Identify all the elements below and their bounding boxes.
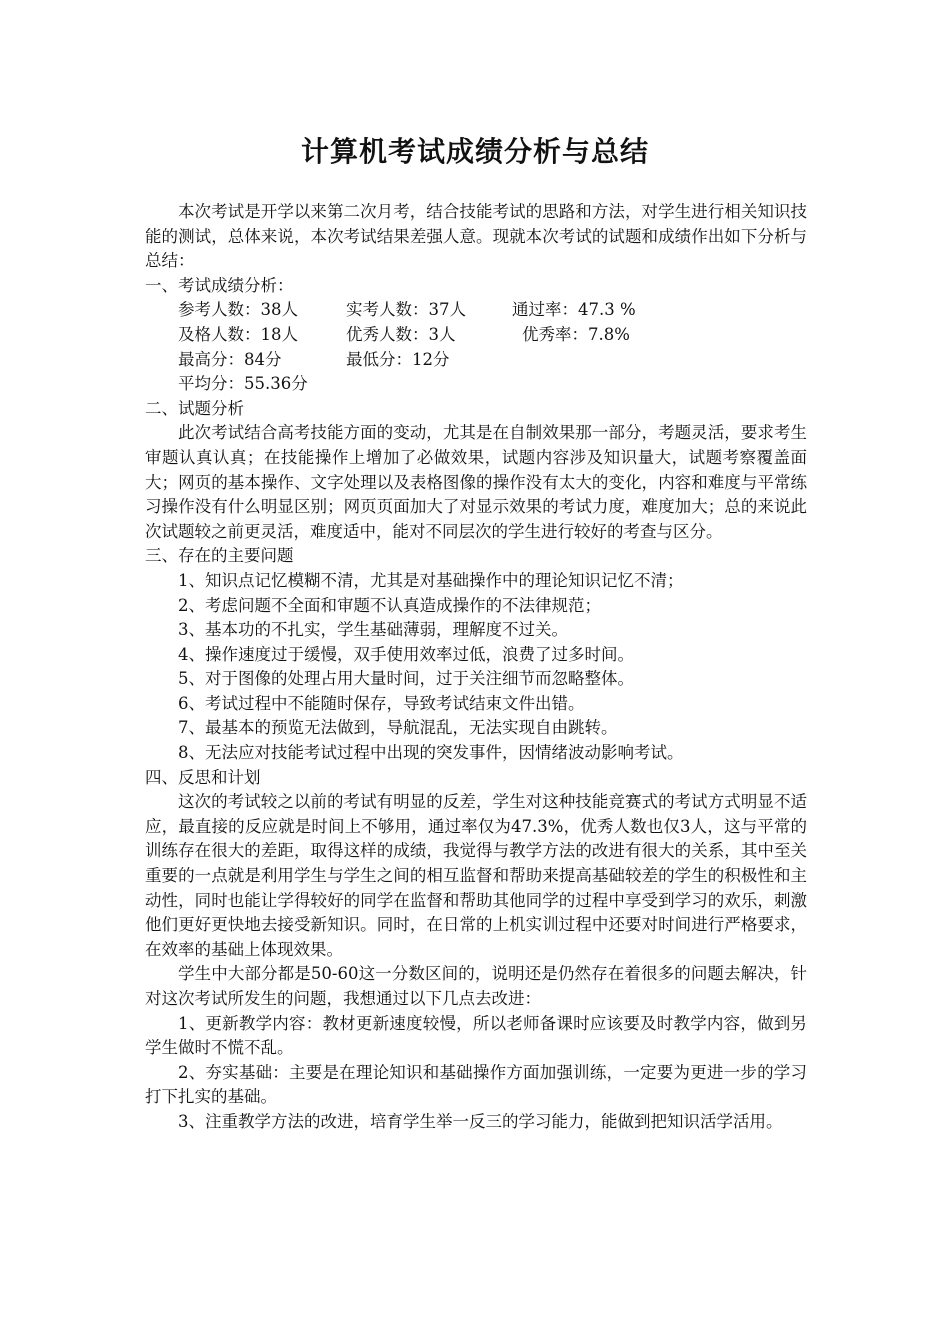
problem-item: 6、考试过程中不能随时保存，导致考试结束文件出错。 [178,693,585,713]
document-body [145,200,807,1135]
problem-item: 3、基本功的不扎实，学生基础薄弱，理解度不过关。 [178,620,568,640]
stat-excellent-rate: 优秀率：7.8% [522,324,630,344]
stat-min-score: 最低分：12分 [346,349,450,369]
section-2-paragraph: 此次考试结合高考技能方面的变动，尤其是在自制效果那一部分，考题灵活，要求考生审题认真认真；在技能操作上增加了必做效果，试题内容涉及知识量大，试题考察覆盖面大；网页的基本操作、文字处理以及表格图像的操作没有太大的变化，内容和难度与平常练习操作没有什么明显区别；网页页面加大了对显示效果的考试力度，难度加大；总的来说此次试题较之前更灵活，难度适中，能对不同层次的学生进行较好的考查与区分。 [145,423,807,541]
problem-item: 8、无法应对技能考试过程中出现的突发事件，因情绪波动影响考试。 [178,743,684,763]
problem-item: 1、知识点记忆模糊不清，尤其是对基础操作中的理论知识记忆不清； [178,570,684,590]
problem-item: 2、考虑问题不全面和审题不认真造成操作的不法律规范； [178,595,601,615]
intro-paragraph: 本次考试是开学以来第二次月考，结合技能考试的思路和方法，对学生进行相关知识技能的测试，总体来说，本次考试结果差强人意。现就本次考试的试题和成绩作出如下分析与总结： [145,202,807,271]
section-3-heading: 三、存在的主要问题 [145,546,294,566]
problem-item: 5、对于图像的处理占用大量时间，过于关注细节而忽略整体。 [178,669,634,689]
stats-row-1 [178,298,807,323]
stat-participants: 参考人数：38人 [178,300,298,320]
plan-item: 3、注重教学方法的改进，培育学生举一反三的学习能力，能做到把知识活学活用。 [178,1111,783,1131]
plan-item: 1、更新教学内容：教材更新速度较慢，所以老师备课时应该要及时教学内容，做到另学生做时不慌不乱。 [145,1013,807,1058]
stat-average: 平均分：55.36分 [178,374,308,394]
document-title: 计算机考试成绩分析与总结 [300,135,649,168]
reflection-paragraph-2: 学生中大部分都是50-60这一分数区间的，说明还是仍然存在着很多的问题去解决，针对这次考试所发生的问题，我想通过以下几点去改进： [145,964,807,1008]
stat-qualified: 及格人数：18人 [178,324,298,344]
stat-pass-rate: 通过率：47.3 % [512,300,636,320]
section-4-heading: 四、反思和计划 [145,767,261,787]
stat-excellent: 优秀人数：3人 [346,324,456,344]
section-2-heading: 二、试题分析 [145,398,244,418]
section-1-heading: 一、考试成绩分析： [145,275,294,295]
problem-item: 4、操作速度过于缓慢，双手使用效率过低，浪费了过多时间。 [178,644,634,664]
score-stats [145,298,807,396]
plan-item: 2、夯实基础：主要是在理论知识和基础操作方面加强训练，一定要为更进一步的学习打下扎实的基础。 [145,1062,807,1107]
problem-item: 7、最基本的预览无法做到，导航混乱，无法实现自由跳转。 [178,718,618,738]
stats-row-3 [178,348,807,373]
stats-row-2 [178,323,807,348]
stat-max-score: 最高分：84分 [178,349,282,369]
stat-actual: 实考人数：37人 [346,300,466,320]
reflection-paragraph-1: 这次的考试较之以前的考试有明显的反差，学生对这种技能竞赛式的考试方式明显不适应，最直接的反应就是时间上不够用，通过率仅为47.3%，优秀人数也仅3人，这与平常的训练存在很大的差距，取得这样的成绩，我觉得与教学方法的改进有很大的关系，其中至关重要的一点就是利用学生与学生之间的相互监督和帮助来提高基础较差的学生的积极性和主动性，同时也能让学得较好的同学在监督和帮助其他同学的过程中享受到学习的欢乐，刺激他们更好更快地去接受新知识。同时，在日常的上机实训过程中还要对时间进行严格要求，在效率的基础上体现效果。 [145,792,807,959]
stats-row-4 [178,372,807,397]
